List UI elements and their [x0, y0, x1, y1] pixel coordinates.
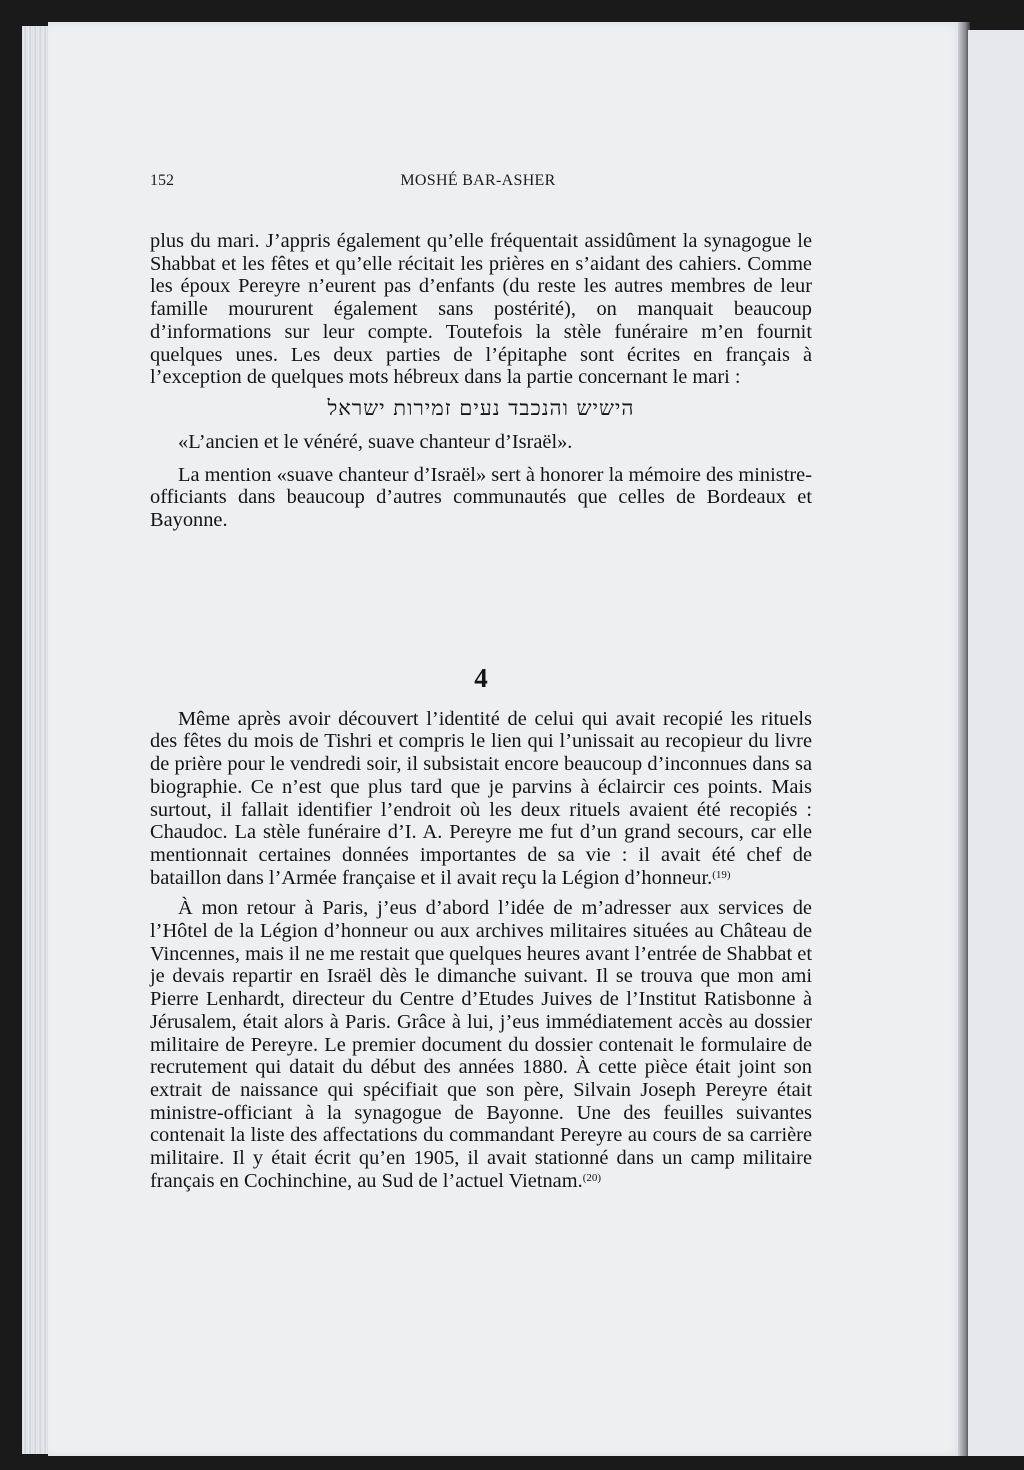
- section-number: 4: [474, 662, 488, 693]
- hebrew-epitaph: הישיש והנכבד נעים זמירות ישראל: [327, 395, 635, 420]
- page-number: 152: [150, 172, 174, 189]
- paragraph-2: La mention «suave chanteur d’Israël» sert à honorer la mémoire des ministre-officiants dans beaucoup d’autres communautés que celles de Bordeaux et Bayonne.: [150, 463, 812, 532]
- footnote-ref-20: (20): [582, 1171, 602, 1184]
- epitaph-translation: «L’ancien et le vénéré, suave chanteur d’Israël».: [178, 430, 573, 453]
- facing-page-edge: [968, 30, 1024, 1456]
- running-title: MOSHÉ BAR-ASHER: [400, 172, 556, 189]
- paragraph-3: [150, 708, 812, 890]
- paragraph-1: plus du mari. J’appris également qu’elle fréquentait assidûment la synagogue le Shabbat et les fêtes et qu’elle récitait les prières en s’aidant des cahiers. Comme les époux Pereyre n’eurent pas d’enfants (du reste les autres membres de leur famille moururent également sans postérité), on manquait beaucoup d’informations sur leur compte. Toutefois la stèle funéraire m’en fournit quelques unes. Les deux parties de l’épitaphe sont écrites en français à l’exception de quelques mots hébreux dans la partie concernant le mari :: [150, 230, 812, 389]
- paragraph-4: [150, 897, 812, 1192]
- running-header: [150, 172, 806, 194]
- footnote-ref-19: (19): [712, 868, 731, 881]
- paragraph-4-text: À mon retour à Paris, j’eus d’abord l’idée de m’adresser aux services de l’Hôtel de la Légion d’honneur ou aux archives militaires situées au Château de Vincennes, mais il ne me restait que quelques heures avant l’entrée de Shabbat et je devais repartir en Israël dès le dimanche suivant. Il se trouva que mon ami Pierre Lenhardt, directeur du Centre d’Etudes Juives de l’Institut Ratisbonne à Jérusalem, était alors à Paris. Grâce à lui, j’eus immédiatement accès au dossier militaire de Pereyre. Le premier document du dossier contenait le formulaire de recrutement qui datait du début des années 1880. À cette pièce était joint son extrait de naissance qui spécifiait que son père, Silvain Joseph Pereyre était ministre-officiant à la synagogue de Bayonne. Une des feuilles suivantes contenait la liste des affectations du commandant Pereyre au cours de sa carrière militaire. Il y était écrit qu’en 1905, il avait stationné dans un camp militaire français en Cochinchine, au Sud de l’actuel Vietnam.: [150, 897, 812, 1192]
- body-text: [150, 230, 812, 1193]
- paragraph-3-text: Même après avoir découvert l’identité de celui qui avait recopié les rituels des fêtes du mois de Tishri et compris le lien qui l’unissait au recopieur du livre de prière pour le vendredi soir, il subsistait encore beaucoup d’inconnues dans sa biographie. Ce n’est que plus tard que je parvins à éclaircir ces points. Mais surtout, il fallait identifier l’endroit où les deux rituels avaient été recopiés : Chaudoc. La stèle funéraire d’I. A. Pereyre me fut d’un grand secours, car elle mentionnait certaines données importantes de sa vie : il avait été chef de bataillon dans l’Armée française et il avait reçu la Légion d’honneur.: [150, 707, 812, 889]
